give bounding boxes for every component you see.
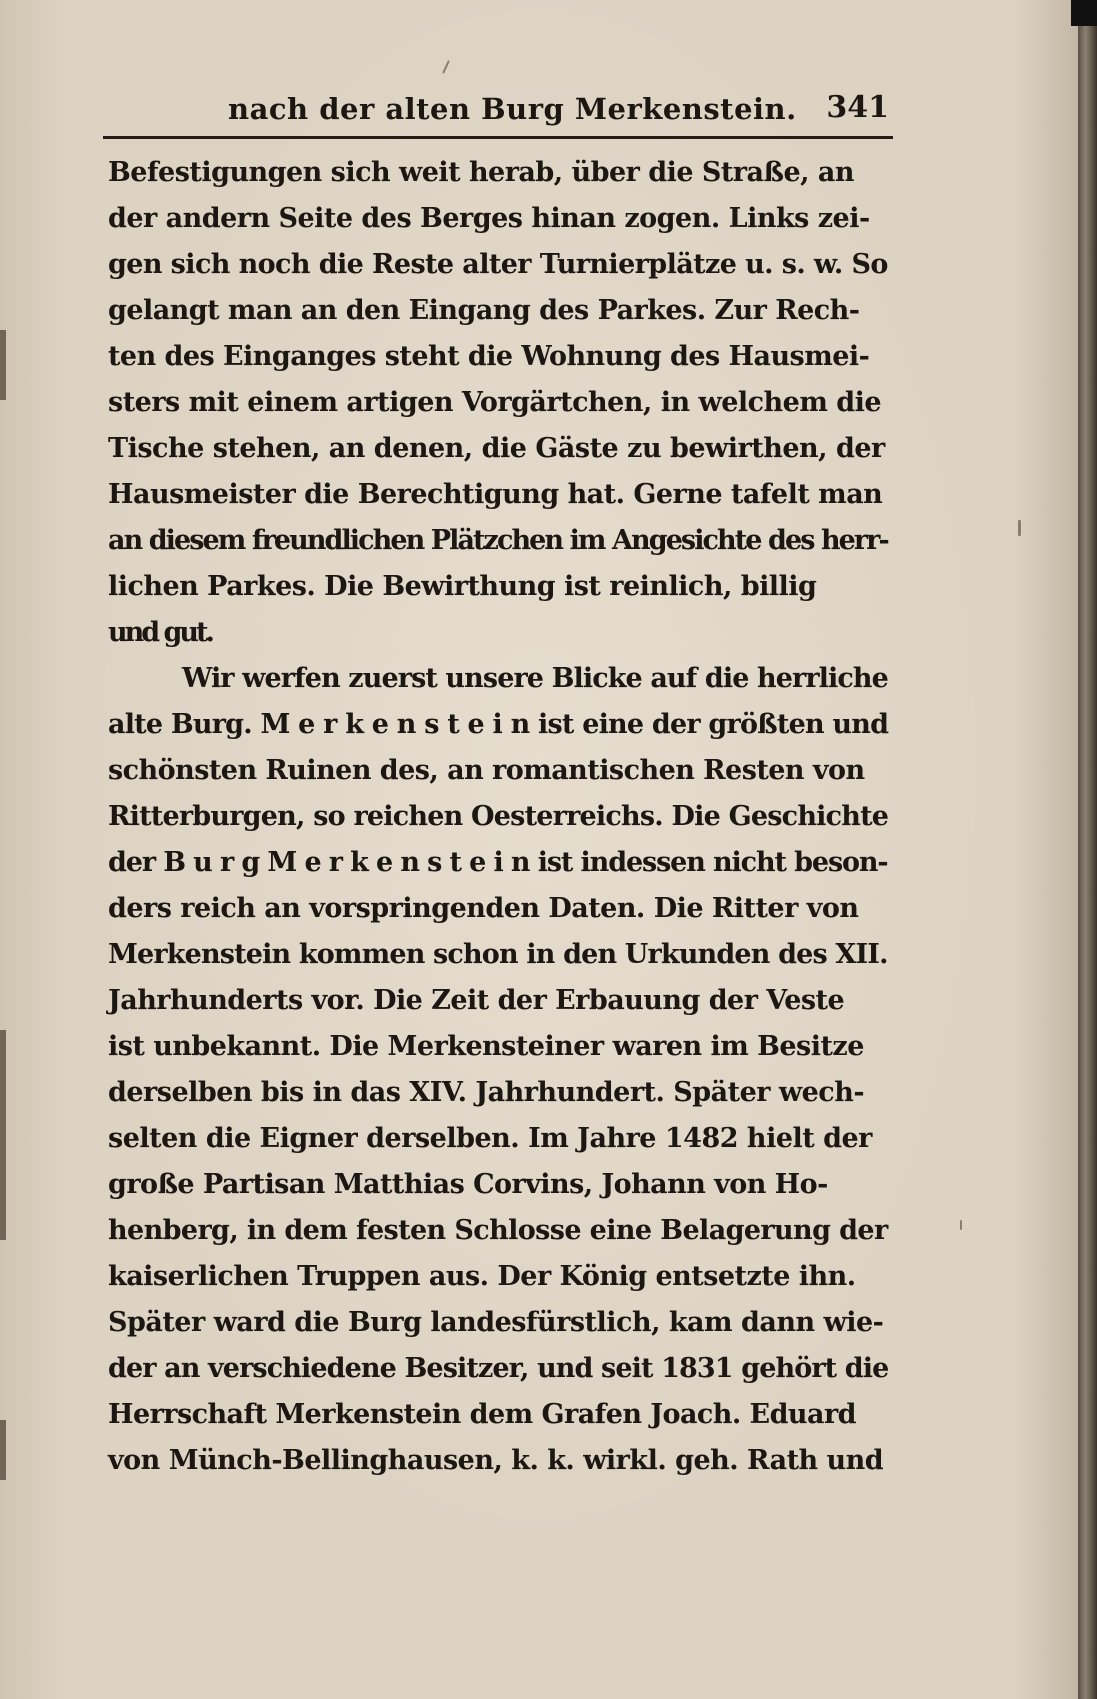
- text-line: Herrschaft Merkenstein dem Grafen Joach. Eduard: [108, 1399, 856, 1430]
- text-line: Tische stehen, an denen, die Gäste zu bewirthen, der: [108, 433, 885, 464]
- text-line: ders reich an vorspringenden Daten. Die Ritter von: [108, 893, 859, 924]
- paper-speck: [442, 60, 450, 74]
- paper-speck: [1018, 520, 1021, 536]
- text-line: Jahrhunderts vor. Die Zeit der Erbauung der Veste: [108, 985, 845, 1016]
- text-line: Hausmeister die Berechtigung hat. Gerne tafelt man: [108, 479, 883, 510]
- text-line: alte Burg. M e r k e n s t e i n ist eine der größten und: [108, 709, 889, 740]
- paper-speck: [960, 1220, 962, 1230]
- text-line: der andern Seite des Berges hinan zogen. Links zei-: [108, 203, 870, 234]
- text-line: große Partisan Matthias Corvins, Johann von Ho-: [108, 1169, 828, 1200]
- text-line: schönsten Ruinen des, an romantischen Resten von: [108, 755, 865, 786]
- text-line: und gut.: [108, 617, 212, 648]
- text-line: der B u r g M e r k e n s t e i n ist indessen nicht beson-: [108, 847, 888, 878]
- text-line: ist unbekannt. Die Merkensteiner waren im Besitze: [108, 1031, 864, 1062]
- text-line: lichen Parkes. Die Bewirthung ist reinlich, billig: [108, 571, 817, 602]
- text-line: derselben bis in das XIV. Jahrhundert. Später wech-: [108, 1077, 865, 1108]
- page-number: 341: [826, 90, 889, 125]
- text-line: der an verschiedene Besitzer, und seit 1831 gehört die: [108, 1353, 889, 1384]
- text-line: von Münch-Bellinghausen, k. k. wirkl. geh. Rath und: [108, 1445, 884, 1476]
- text-line: ten des Einganges steht die Wohnung des Hausmei-: [108, 341, 870, 372]
- text-line: an diesem freundlichen Plätzchen im Angesichte des herr-: [108, 525, 888, 556]
- body-text: [108, 150, 914, 1484]
- header-rule: [103, 136, 893, 139]
- binding-shadow: [0, 1420, 6, 1480]
- binding-shadow: [0, 330, 6, 400]
- page-edge: [1078, 0, 1097, 1699]
- page-header: [103, 88, 893, 136]
- text-line: selten die Eigner derselben. Im Jahre 1482 hielt der: [108, 1123, 872, 1154]
- text-line: Ritterburgen, so reichen Oesterreichs. Die Geschichte: [108, 801, 889, 832]
- binding-shadow: [0, 1030, 6, 1240]
- text-line: Später ward die Burg landesfürstlich, kam dann wie-: [108, 1307, 884, 1338]
- text-line: [108, 150, 914, 196]
- text-line: gelangt man an den Eingang des Parkes. Zur Rech-: [108, 295, 860, 326]
- text-line: gen sich noch die Reste alter Turnierplätze u. s. w. So: [108, 249, 888, 280]
- text-line: henberg, in dem festen Schlosse eine Belagerung der: [108, 1215, 888, 1246]
- text-line: sters mit einem artigen Vorgärtchen, in welchem die: [108, 387, 882, 418]
- text-line: Merkenstein kommen schon in den Urkunden des XII.: [108, 939, 888, 970]
- text-line: kaiserlichen Truppen aus. Der König entsetzte ihn.: [108, 1261, 856, 1292]
- corner-shadow: [1071, 0, 1097, 26]
- text-line-content: Befestigungen sich weit herab, über die Straße, an: [108, 157, 854, 188]
- paragraph-first-line: Wir werfen zuerst unsere Blicke auf die herrliche: [182, 663, 888, 694]
- running-head: nach der alten Burg Merkenstein.: [228, 92, 797, 126]
